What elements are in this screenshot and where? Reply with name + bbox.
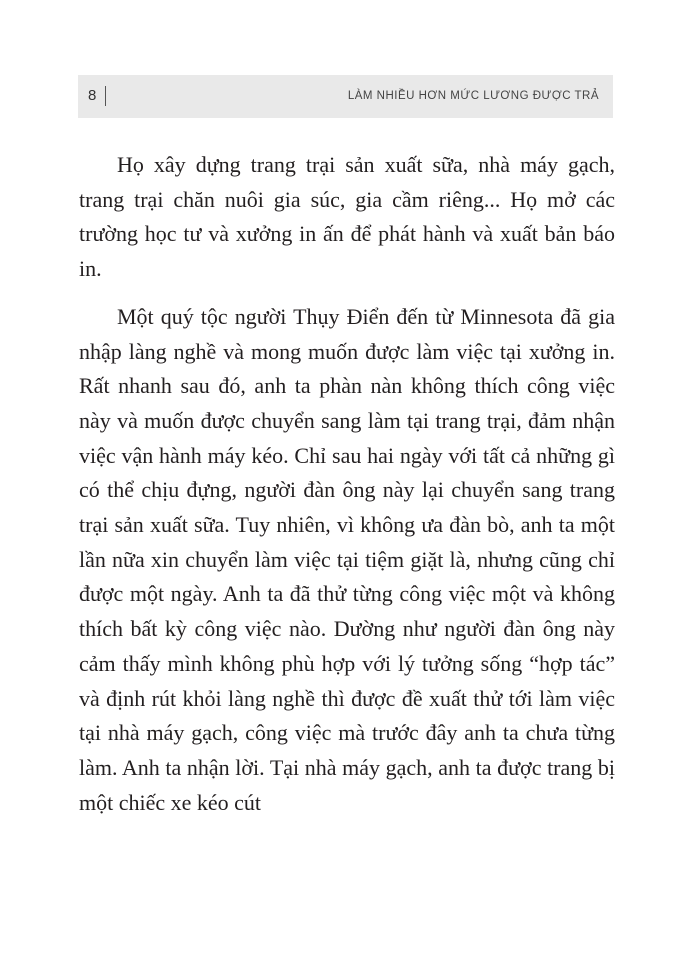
body-text — [79, 148, 615, 820]
page-header — [78, 75, 613, 118]
paragraph: Một quý tộc người Thụy Điển đến từ Minnesota đã gia nhập làng nghề và mong muốn được làm việc tại xưởng in. Rất nhanh sau đó, anh ta phàn nàn không thích công việc này và muốn được chuyển sang làm tại trang trại, đảm nhận việc vận hành máy kéo. Chỉ sau hai ngày với tất cả những gì có thể chịu đựng, người đàn ông này lại chuyển sang trang trại sản xuất sữa. Tuy nhiên, vì không ưa đàn bò, anh ta một lần nữa xin chuyển làm việc tại tiệm giặt là, nhưng cũng chỉ được một ngày. Anh ta đã thử từng công việc một và không thích bất kỳ công việc nào. Dường như người đàn ông này cảm thấy mình không phù hợp với lý tưởng sống “hợp tác” và định rút khỏi làng nghề thì được đề xuất thử tới làm việc tại nhà máy gạch, công việc mà trước đây anh ta chưa từng làm. Anh ta nhận lời. Tại nhà máy gạch, anh ta được trang bị một chiếc xe kéo cút — [79, 303, 615, 815]
page-number: 8 — [88, 87, 97, 104]
paragraph: Họ xây dựng trang trại sản xuất sữa, nhà máy gạch, trang trại chăn nuôi gia súc, gia cầm riêng... Họ mở các trường học tư và xưởng in ấn để phát hành và xuất bản báo in. — [79, 152, 615, 282]
header-divider — [105, 86, 106, 106]
running-title: LÀM NHIỀU HƠN MỨC LƯƠNG ĐƯỢC TRẢ — [347, 90, 599, 102]
